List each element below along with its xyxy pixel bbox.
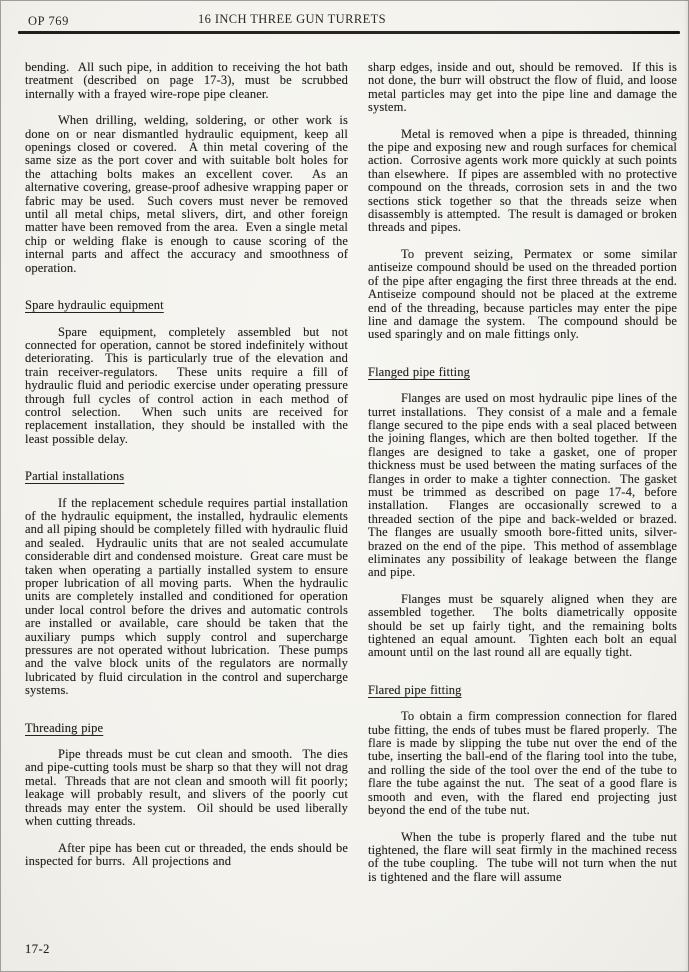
paragraph: bending. All such pipe, in addition to receiving the hot bath treatment (described on page 17-3), must be scrubbed internally with a frayed wire-rope pipe cleaner. <box>25 60 352 101</box>
page-number: 17-2 <box>25 942 50 956</box>
paragraph: Spare equipment, completely assembled but not connected for operation, cannot be stored indefinitely without deteriorating. This is particularly true of the elevation and train receiver-regulators. These units require a fill of hydraulic fluid and periodic exercise under operating pressure through full cycles of control action in each method of control selection. When such units are received for replacement installation, they should be installed with the least possible delay. <box>25 324 352 446</box>
section-heading: Flanged pipe fitting <box>368 364 470 379</box>
paragraph: After pipe has been cut or threaded, the ends should be inspected for burrs. All projections and <box>25 840 352 868</box>
paragraph: When the tube is properly flared and the tube nut tightened, the flare will seat firmly in the machined recess of the tube coupling. The tube will not turn when the nut is tightened and the flare will assume <box>368 829 681 884</box>
paragraph: Pipe threads must be cut clean and smooth. The dies and pipe-cutting tools must be sharp so that they will not drag metal. Threads that are not clean and smooth will fit poorly; leakage will probably result, and slivers of the poorly cut threads may enter the system. Oil should be used liberally when cutting threads. <box>25 747 352 829</box>
doc-number: OP 769 <box>28 14 69 28</box>
paragraph: To obtain a firm compression connection for flared tube fitting, the ends of tubes must be flared properly. The flare is made by slipping the tube nut over the end of the tube, inserting the ball-end of the flaring tool into the tube, and rolling the side of the tool over the end of the tube to flare the tube against the nut. The seat of a good flare is smooth and even, with the flared end projecting just beyond the end of the tube nut. <box>368 709 681 818</box>
header-rule <box>18 31 680 34</box>
paragraph: sharp edges, inside and out, should be removed. If this is not done, the burr will obstruct the flow of fluid, and loose metal particles may get into the pipe line and damage the system. <box>368 60 681 115</box>
section-heading: Spare hydraulic equipment <box>25 298 164 313</box>
section-heading: Flared pipe fitting <box>368 682 462 697</box>
paragraph: Metal is removed when a pipe is threaded, thinning the pipe and exposing new and rough surfaces for chemical action. Corrosive agents work more quickly at such points than elsewhere. If pipes are assembled with no protective compound on the threads, corrosion sets in and the two sections stick together so that the threads seize when disassembly is attempted. The result is damaged or broken threads and pipes. <box>368 126 681 235</box>
page-header <box>0 0 689 31</box>
paragraph: Flanges are used on most hydraulic pipe lines of the turret installations. They consist of a male and a female flange secured to the pipe ends with a seal placed between the joining flanges, which are then bolted together. If the flanges are designed to take a gasket, one of proper thickness must be used between the mating surfaces of the flanges in order to make a tighter connection. The gasket must be trimmed as described on page 17-4, before installation. Flanges are occasionally screwed to a threaded section of the pipe and back-welded or brazed. The flanges are usually smooth bore-fitted units, silver-brazed on the end of the pipe. This method of assemblage eliminates any possibility of leakage between the flange and pipe. <box>368 391 685 580</box>
paragraph: When drilling, welding, soldering, or other work is done on or near dismantled hydraulic equipment, keep all openings closed or covered. A thin metal covering of the same size as the port cover and with suitable bolt holes for the attaching bolts makes an excellent cover. As an alternative covering, grease-proof adhesive wrapping paper or fabric may be used. Such covers must never be removed until all metal chips, metal slivers, dirt, and other foreign matter have been removed from the area. Even a single metal chip or welding flake is enough to cause scoring of the internal parts and affect the accuracy and smoothness of operation. <box>25 113 352 275</box>
right-column <box>368 60 685 897</box>
paragraph: If the replacement schedule requires partial installation of the hydraulic equipment, the installed, hydraulic elements and all piping should be completely filled with hydraulic fluid and sealed. Hydraulic units that are not sealed accumulate considerable dirt and condensed moisture. Great care must be taken when operating a partially installed system to ensure proper lubrication of all moving parts. When the hydraulic units are completely installed and conditioned for operation under local control before the drives and automatic controls are installed or available, care should be taken that the auxiliary pumps which supply control and supercharge pressures are not operated without lubrication. These pumps and the valve block units of the regulators are normally lubricated by fluid circulation in the control and supercharge systems. <box>25 495 352 698</box>
paragraph: To prevent seizing, Permatex or some similar antiseize compound should be used on the threaded portion of the pipe after engaging the first three threads at the end. Antiseize compound should not be placed at the extreme end of the threading, because particles may enter the pipe line and damage the system. The compound should be used sparingly and on male fittings only. <box>368 246 685 342</box>
paragraph: Flanges must be squarely aligned when they are assembled together. The bolts diametrically opposite should be set up fairly tight, and the remaining bolts tightened an equal amount. Tighten each bolt an equal amount until on the last round all are equally tight. <box>368 591 681 660</box>
two-column-body <box>0 61 689 897</box>
section-heading: Threading pipe <box>25 720 104 735</box>
doc-title: 16 INCH THREE GUN TURRETS <box>197 12 387 26</box>
section-heading: Partial installations <box>25 469 125 484</box>
left-column <box>25 60 352 897</box>
